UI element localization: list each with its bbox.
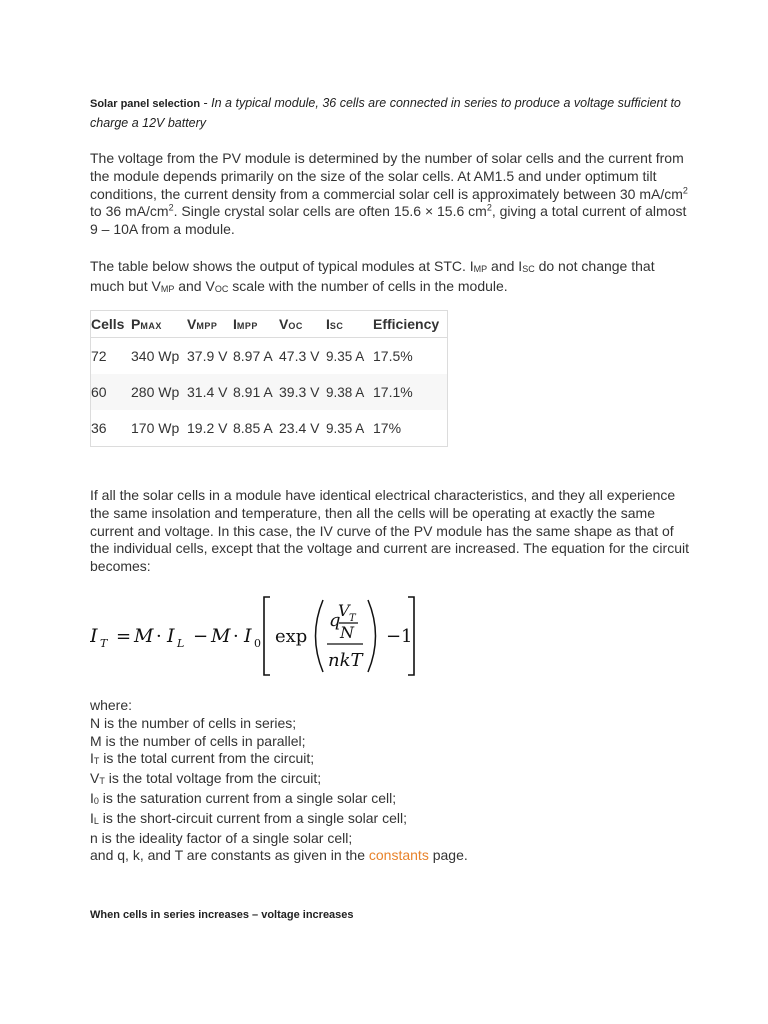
cell-vmpp: 37.9 V (187, 348, 228, 364)
subscript: MP (160, 283, 175, 294)
superscript: 2 (682, 184, 688, 195)
eq-il-sub: L (177, 637, 185, 650)
heading-title: Solar panel selection (90, 98, 201, 110)
cell-voc: 23.4 V (279, 420, 320, 436)
eq-n: N (340, 623, 354, 642)
subscript: MP (473, 264, 488, 274)
def-it: IT is the total current from the circuit; (90, 750, 315, 767)
eq-it-sub: T (100, 637, 108, 650)
eq-minus2: − (386, 626, 402, 647)
subscript: OC (214, 283, 229, 294)
header-impp: IMPP (233, 311, 279, 338)
eq-dot2: · (233, 626, 239, 647)
cell-impp: 8.91 A (233, 374, 279, 410)
cell-count: 36 (91, 420, 107, 436)
cell-efficiency: 17.1% (373, 374, 448, 410)
def-constants: and q, k, and T are constants as given in the constants page. (90, 847, 468, 864)
text-run: and I (487, 258, 523, 274)
text-run: and V (174, 277, 215, 294)
eq-nkt: nkT (328, 650, 363, 671)
cell-isc: 9.35 A (326, 420, 365, 436)
series-heading: When cells in series increases – voltage increases (90, 909, 354, 921)
cell-isc: 9.38 A (326, 374, 373, 410)
heading-subtitle: In a typical module, 36 cells are connected in series to produce a voltage sufficient to charge a 12V battery (90, 96, 681, 130)
def-n: N is the number of cells in series; (90, 714, 297, 731)
text-run: to 36 mA/cm (90, 203, 169, 220)
where-label: where: (90, 697, 133, 713)
eq-left-paren (316, 600, 324, 672)
cell-isc: 9.35 A (326, 348, 365, 364)
module-output-table (90, 310, 448, 447)
eq-il: I (167, 625, 175, 647)
cell-pmax: 280 Wp (131, 374, 187, 410)
eq-equals: = (116, 626, 132, 647)
eq-i0: I (244, 625, 252, 647)
eq-q: q (329, 610, 341, 631)
equation-graphic (90, 594, 420, 678)
intro-paragraph (90, 150, 690, 239)
cell-vmpp: 19.2 V (187, 420, 228, 436)
text-run: do not change that much but V (90, 258, 655, 294)
header-vmpp: VMPP (187, 311, 233, 338)
table-row (91, 374, 448, 410)
text-run: scale with the number of cells in the module. (228, 277, 508, 294)
eq-minus1: − (193, 626, 209, 647)
text-run: The table below shows the output of typical modules at STC. I (90, 258, 474, 274)
def-il: IL is the short-circuit current from a single solar cell; (90, 809, 408, 826)
table-intro-paragraph (90, 258, 690, 298)
variable-definitions (90, 697, 690, 865)
cell-vmpp: 31.4 V (187, 374, 233, 410)
heading-separator: - (200, 96, 212, 110)
eq-v-sub: T (349, 613, 356, 624)
eq-right-paren (368, 600, 376, 672)
cell-efficiency: 17% (373, 420, 402, 436)
cell-count: 60 (91, 374, 132, 410)
def-i0: I0 is the saturation current from a single solar cell; (90, 789, 397, 806)
def-ideality: n is the ideality factor of a single solar cell; (90, 829, 353, 846)
text-run: . Single crystal solar cells are often 15.6 × 15.6 cm (173, 203, 487, 220)
text-run: The voltage from the PV module is determined by the number of solar cells and the current from the module depends primarily on the size of the solar cells. At AM1.5 and under optimum tilt conditions, the current density from a commercial solar cell is approximately between 30 mA/cm (90, 150, 684, 202)
eq-m2: M (211, 625, 231, 647)
section-heading (90, 94, 690, 133)
cell-pmax: 170 Wp (131, 420, 180, 436)
cell-pmax: 340 Wp (131, 348, 180, 364)
superscript: 2 (168, 202, 174, 213)
eq-left-bracket (264, 597, 270, 675)
eq-exp: exp (275, 626, 308, 647)
def-m: M is the number of cells in parallel; (90, 732, 306, 749)
header-cells: Cells (91, 311, 132, 338)
cell-impp: 8.85 A (233, 420, 273, 436)
table-row (91, 410, 448, 447)
header-voc: VOC (279, 311, 326, 338)
cell-impp: 8.97 A (233, 348, 273, 364)
eq-m1: M (134, 625, 154, 647)
eq-one: 1 (401, 626, 413, 647)
cell-voc: 47.3 V (279, 348, 320, 364)
header-pmax: PMAX (131, 311, 187, 338)
text-run: , giving a total current of almost 9 – 10A from a module. (90, 203, 687, 238)
cell-voc: 39.3 V (279, 374, 326, 410)
subscript: SC (522, 264, 535, 274)
eq-it: I (90, 625, 98, 647)
cell-count: 72 (91, 348, 107, 364)
circuit-equation (90, 594, 420, 678)
superscript: 2 (486, 202, 492, 213)
eq-v: V (338, 601, 350, 620)
header-efficiency: Efficiency (373, 311, 448, 338)
def-vt: VT is the total voltage from the circuit; (90, 770, 322, 787)
circuit-paragraph: If all the solar cells in a module have identical electrical characteristics, and they all experience the same insolation and temperature, then all the cells will be operating at exactly the same current and voltage. In this case, the IV curve of the PV module has the same shape as that of the individual cells, except that the voltage and current are increased. The equation for the circuit becomes: (90, 487, 689, 575)
cell-efficiency: 17.5% (373, 348, 413, 364)
table-row (91, 338, 448, 375)
table-header-row (91, 311, 448, 338)
constants-link[interactable]: constants (368, 847, 429, 864)
eq-i0-sub: 0 (254, 637, 261, 650)
header-isc: ISC (326, 311, 373, 338)
eq-dot1: · (156, 626, 162, 647)
